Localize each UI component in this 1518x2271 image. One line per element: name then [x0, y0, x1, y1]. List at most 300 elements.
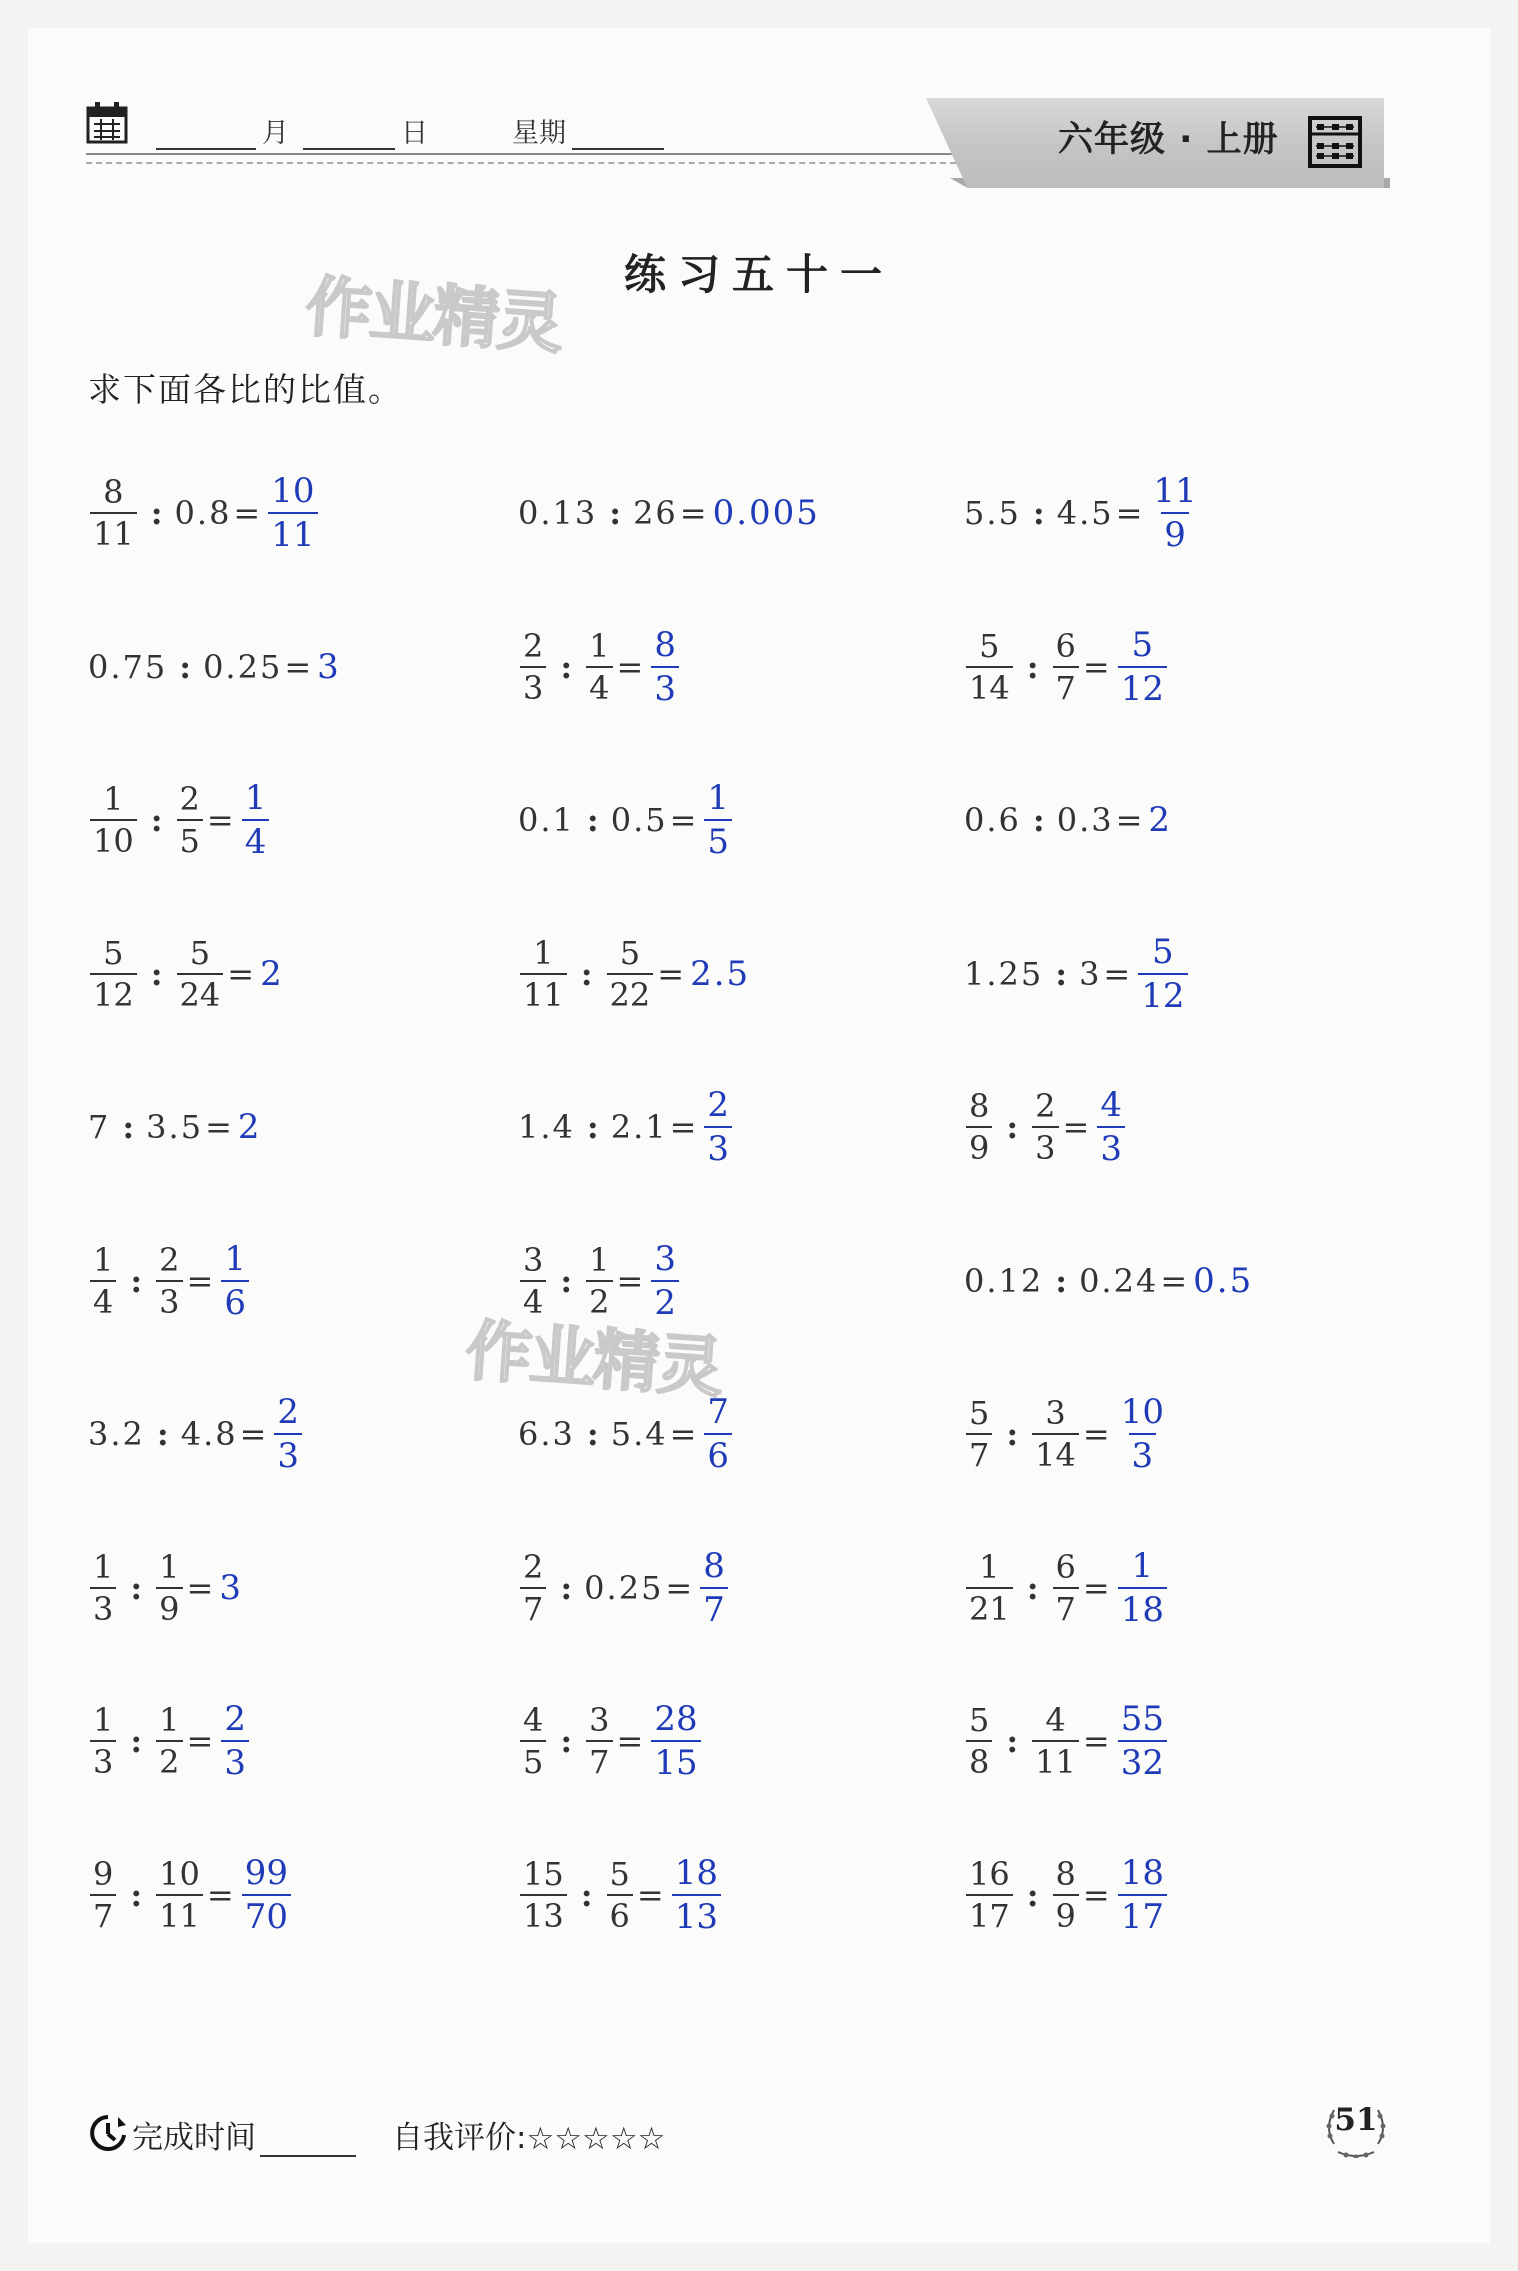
ratio-problem [518, 1231, 681, 1331]
ratio-colon: : [586, 801, 599, 839]
equals-sign: = [1082, 1875, 1110, 1914]
answer-denominator: 9 [1161, 512, 1189, 552]
ratio-colon: : [150, 954, 163, 993]
handwritten-answer [702, 1085, 734, 1169]
ratio-problem [964, 924, 1190, 1024]
ratio-second-term-denominator: 22 [607, 973, 654, 1011]
weekday-label: 星期 [512, 118, 566, 149]
answer-value: 0.005 [712, 493, 820, 533]
ratio-second-term-denominator: 6 [607, 1894, 633, 1932]
equals-sign: = [1082, 1722, 1110, 1760]
ratio-second-term-denominator: 11 [1032, 1740, 1079, 1778]
clock-icon [88, 2113, 128, 2153]
equals-sign: = [1062, 1108, 1090, 1146]
ratio-colon: : [586, 1108, 599, 1146]
ratio-problem [518, 617, 681, 717]
ratio-first-term-numerator: 9 [93, 1854, 114, 1893]
answer-fraction [1097, 1085, 1125, 1169]
equals-sign: = [186, 1568, 214, 1607]
answer-denominator: 2 [651, 1280, 679, 1320]
ratio-colon: : [560, 647, 573, 686]
ratio-problem [964, 463, 1202, 563]
ratio-second-term-value: 0.25 [584, 1568, 664, 1607]
answer-denominator: 4 [242, 819, 270, 859]
ratio-first-term-value: 0.13 [518, 494, 598, 532]
ratio-first-term-numerator: 5 [969, 1701, 990, 1739]
ratio-second-term-value: 26 [633, 494, 678, 532]
answer-fraction [1118, 1392, 1167, 1476]
answer-numerator: 7 [707, 1392, 730, 1432]
ratio-first-term-fraction [90, 1701, 116, 1781]
ratio-second-term-numerator: 2 [179, 780, 200, 818]
handwritten-answer [1116, 624, 1169, 709]
ratio-second-term-fraction [156, 1240, 182, 1321]
ratio-colon: : [1032, 494, 1045, 532]
completion-time-label: 完成时间 [132, 2120, 256, 2156]
ratio-colon: : [130, 1261, 143, 1300]
ratio-first-term-fraction [966, 626, 1013, 707]
ratio-first-term-numerator: 4 [523, 1701, 544, 1739]
ratio-problem [964, 1384, 1169, 1484]
ratio-first-term-denominator: 3 [520, 666, 546, 704]
ratio-problem [518, 1691, 703, 1791]
answer-value: 2.5 [690, 953, 751, 994]
ratio-first-term-numerator: 5 [969, 1394, 990, 1432]
ratio-second-term-fraction [1032, 1087, 1058, 1167]
ratio-colon: : [1026, 647, 1039, 686]
ratio-first-term-numerator: 5 [979, 626, 1000, 665]
ratio-second-term-value: 0.3 [1056, 801, 1114, 839]
ratio-first-term-fraction [520, 1547, 546, 1628]
handwritten-answer [1148, 471, 1201, 555]
answer-denominator: 3 [651, 666, 679, 706]
answer-denominator: 11 [268, 512, 317, 552]
ratio-first-term-fraction [90, 780, 137, 860]
ratio-first-term-denominator: 14 [966, 666, 1013, 704]
answer-denominator: 13 [672, 1894, 721, 1934]
ratio-second-term-value: 3 [1079, 954, 1102, 993]
answer-denominator: 12 [1118, 666, 1167, 706]
equals-sign: = [669, 1108, 697, 1146]
answer-denominator: 3 [1097, 1126, 1125, 1166]
ratio-first-term-denominator: 3 [90, 1740, 116, 1778]
ratio-second-term-denominator: 3 [156, 1280, 182, 1318]
ratio-first-term-denominator: 12 [90, 973, 137, 1011]
ratio-problem [518, 1384, 734, 1484]
answer-value: 0.5 [1193, 1260, 1254, 1301]
watermark-top: 作业精灵 [303, 268, 564, 363]
answer-fraction [1118, 624, 1167, 709]
answer-numerator: 8 [703, 1545, 725, 1586]
ratio-second-term-numerator: 1 [589, 626, 610, 665]
ratio-problem [964, 617, 1169, 717]
ratio-second-term-denominator: 2 [586, 1280, 612, 1318]
day-blank[interactable] [303, 148, 395, 150]
ratio-second-term-fraction [586, 626, 612, 707]
ratio-colon: : [1026, 1875, 1039, 1914]
ratio-problem [518, 924, 750, 1024]
instruction-text: 求下面各比的比值。 [88, 370, 403, 409]
equals-sign: = [1082, 1568, 1110, 1607]
ratio-first-term-denominator: 11 [520, 973, 567, 1011]
answer-denominator: 12 [1138, 973, 1187, 1013]
ratio-first-term-denominator: 7 [520, 1587, 546, 1625]
ratio-second-term-denominator: 9 [1053, 1894, 1079, 1932]
answer-denominator: 70 [242, 1894, 291, 1934]
ratio-first-term-denominator: 8 [966, 1740, 992, 1778]
ratio-colon: : [560, 1568, 573, 1607]
handwritten-answer [219, 1238, 251, 1323]
answer-denominator: 17 [1118, 1894, 1167, 1934]
ratio-second-term-value: 0.24 [1079, 1261, 1159, 1300]
month-label: 月 [262, 118, 289, 149]
ratio-second-term-numerator: 6 [1055, 1547, 1076, 1586]
ratio-colon: : [179, 647, 192, 686]
ratio-problem [88, 617, 341, 717]
answer-numerator: 10 [1120, 1392, 1164, 1432]
equals-sign: = [186, 1722, 214, 1760]
handwritten-answer [702, 1392, 734, 1476]
ratio-problem [88, 1077, 262, 1177]
equals-sign: = [1082, 647, 1110, 686]
handwritten-answer [219, 1699, 251, 1783]
ratio-second-term-value: 2.1 [610, 1108, 668, 1146]
ratio-first-term-denominator: 21 [966, 1587, 1013, 1625]
answer-numerator: 99 [244, 1852, 288, 1893]
ratio-second-term-denominator: 3 [1032, 1126, 1058, 1164]
ratio-second-term-numerator: 2 [1035, 1087, 1056, 1125]
ratio-problem [964, 1845, 1169, 1945]
answer-denominator: 18 [1118, 1587, 1167, 1627]
ratio-first-term-denominator: 17 [966, 1894, 1013, 1932]
ratio-first-term-numerator: 1 [533, 933, 554, 972]
ratio-colon: : [130, 1568, 143, 1607]
ratio-first-term-denominator: 11 [90, 512, 137, 550]
ratio-colon: : [1006, 1108, 1019, 1146]
ratio-second-term-numerator: 3 [589, 1701, 610, 1739]
handwritten-answer [1116, 1545, 1169, 1630]
answer-fraction [1138, 931, 1187, 1016]
ratio-first-term-denominator: 7 [966, 1433, 992, 1471]
ratio-first-term-value: 7 [88, 1108, 111, 1146]
answer-denominator: 15 [651, 1740, 700, 1780]
ratio-first-term-value: 5.5 [964, 494, 1021, 532]
ratio-second-term-fraction [177, 933, 224, 1014]
answer-fraction [704, 1392, 732, 1476]
ratio-second-term-fraction [1032, 1701, 1079, 1781]
ratio-first-term-denominator: 5 [520, 1740, 546, 1778]
ratio-problem [88, 1384, 304, 1484]
ratio-first-term-denominator: 9 [966, 1126, 992, 1164]
answer-numerator: 5 [1152, 931, 1174, 972]
ratio-first-term-fraction [966, 1394, 992, 1474]
ratio-problem [518, 1845, 723, 1945]
ratio-first-term-value: 3.2 [88, 1415, 145, 1453]
ratio-colon: : [150, 801, 163, 839]
answer-numerator: 2 [707, 1085, 730, 1125]
ratio-first-term-fraction [90, 933, 137, 1014]
ratio-first-term-numerator: 15 [523, 1854, 564, 1893]
equals-sign: = [679, 494, 707, 532]
answer-fraction [672, 1852, 721, 1937]
ratio-first-term-fraction [520, 1701, 546, 1781]
answer-fraction [651, 1238, 679, 1323]
ratio-problem [88, 1538, 243, 1638]
ratio-problem [964, 1231, 1253, 1331]
ratio-second-term-fraction [177, 780, 203, 860]
date-fields [150, 110, 670, 150]
ratio-problem [88, 770, 271, 870]
ratio-second-term-numerator: 2 [159, 1240, 180, 1279]
ratio-second-term-numerator: 10 [159, 1854, 200, 1893]
ratio-first-term-fraction [520, 933, 567, 1014]
handwritten-answer [1095, 1085, 1127, 1169]
ratio-colon: : [1006, 1415, 1019, 1453]
handwritten-answer [713, 493, 820, 533]
ratio-colon: : [1006, 1722, 1019, 1760]
ratio-second-term-numerator: 1 [159, 1701, 180, 1739]
ratio-problem [88, 1845, 293, 1945]
handwritten-answer [649, 1238, 681, 1323]
answer-fraction [1118, 1852, 1167, 1937]
rating-stars[interactable]: ☆☆☆☆☆ [526, 2121, 666, 2157]
handwritten-answer [649, 624, 681, 709]
ratio-second-term-value: 4.5 [1056, 494, 1114, 532]
ratio-second-term-numerator: 5 [609, 1854, 630, 1893]
handwritten-answer [1116, 1392, 1169, 1476]
handwritten-answer [1148, 800, 1172, 840]
equals-sign: = [636, 1875, 664, 1914]
answer-denominator: 5 [704, 819, 732, 859]
footer [132, 2112, 665, 2157]
ratio-first-term-numerator: 1 [979, 1547, 1000, 1586]
answer-denominator: 32 [1118, 1740, 1167, 1780]
ratio-second-term-fraction [1053, 1547, 1079, 1628]
answer-numerator: 18 [674, 1852, 718, 1893]
answer-denominator: 3 [221, 1740, 249, 1780]
ratio-second-term-denominator: 4 [586, 666, 612, 704]
ratio-first-term-numerator: 8 [103, 473, 124, 511]
answer-value: 3 [219, 1567, 243, 1608]
ratio-second-term-denominator: 9 [156, 1587, 182, 1625]
abacus-icon [1308, 116, 1362, 168]
ratio-colon: : [1055, 1261, 1068, 1300]
equals-sign: = [657, 954, 685, 993]
answer-denominator: 6 [221, 1280, 249, 1320]
exercise-title: 练习五十一 [623, 250, 894, 299]
month-blank[interactable] [156, 148, 256, 150]
answer-value: 3 [317, 646, 341, 687]
ratio-second-term-denominator: 11 [156, 1894, 203, 1932]
ratio-second-term-value: 3.5 [146, 1108, 204, 1146]
ratio-problem [518, 463, 820, 563]
equals-sign: = [206, 1875, 234, 1914]
equals-sign: = [616, 1261, 644, 1300]
ratio-first-term-denominator: 13 [520, 1894, 567, 1932]
answer-numerator: 18 [1120, 1852, 1164, 1893]
calendar-icon [86, 100, 128, 144]
answer-fraction [242, 778, 270, 862]
equals-sign: = [1082, 1415, 1110, 1453]
ratio-colon: : [586, 1415, 599, 1453]
self-rating-label: 自我评价: [392, 2120, 527, 2156]
ratio-first-term-numerator: 5 [103, 933, 124, 972]
ratio-first-term-denominator: 4 [90, 1280, 116, 1318]
ratio-colon: : [1032, 801, 1045, 839]
ratio-second-term-fraction [607, 1854, 633, 1935]
ratio-second-term-value: 4.8 [180, 1415, 238, 1453]
ratio-second-term-numerator: 6 [1055, 626, 1076, 665]
ratio-second-term-value: 0.5 [610, 801, 668, 839]
ratio-colon: : [1055, 954, 1068, 993]
header-rule [86, 153, 966, 155]
answer-denominator: 3 [274, 1433, 302, 1473]
answer-numerator: 2 [224, 1699, 246, 1739]
answer-fraction [651, 624, 679, 709]
ratio-second-term-fraction [156, 1854, 203, 1935]
ratio-problem [964, 1691, 1169, 1791]
handwritten-answer [219, 1568, 243, 1608]
handwritten-answer [1193, 1261, 1253, 1301]
ratio-second-term-fraction [586, 1701, 612, 1781]
equals-sign: = [669, 801, 697, 839]
answer-numerator: 10 [271, 471, 315, 511]
ratio-first-term-numerator: 1 [103, 780, 124, 818]
ratio-first-term-fraction [520, 626, 546, 707]
answer-fraction [651, 1699, 700, 1783]
ratio-problem [88, 463, 320, 563]
ratio-second-term-fraction [156, 1701, 182, 1781]
ratio-second-term-fraction [607, 933, 654, 1014]
ratio-problem [964, 770, 1172, 870]
ratio-problem [518, 1077, 734, 1177]
ratio-first-term-fraction [966, 1547, 1013, 1628]
answer-numerator: 1 [244, 778, 267, 818]
equals-sign: = [1160, 1261, 1188, 1300]
handwritten-answer [317, 647, 341, 687]
ratio-first-term-denominator: 3 [90, 1587, 116, 1625]
answer-fraction [268, 471, 317, 555]
equals-sign: = [669, 1415, 697, 1453]
ratio-first-term-denominator: 10 [90, 819, 137, 857]
equals-sign: = [239, 1415, 267, 1453]
ratio-second-term-numerator: 1 [159, 1547, 180, 1586]
ratio-problem [964, 1538, 1169, 1638]
completion-time-blank[interactable] [260, 2155, 356, 2157]
ratio-first-term-numerator: 8 [969, 1087, 990, 1125]
ratio-second-term-fraction [586, 1240, 612, 1321]
ratio-first-term-value: 1.4 [518, 1108, 575, 1146]
ratio-second-term-fraction [1053, 1854, 1079, 1935]
answer-fraction [274, 1392, 302, 1476]
ratio-first-term-value: 1.25 [964, 954, 1044, 993]
ratio-problem [964, 1077, 1127, 1177]
answer-numerator: 8 [654, 624, 676, 665]
ratio-first-term-denominator: 7 [90, 1894, 116, 1932]
answer-numerator: 55 [1120, 1699, 1164, 1739]
ratio-second-term-value: 0.8 [174, 494, 232, 532]
ratio-colon: : [122, 1108, 135, 1146]
ratio-second-term-denominator: 7 [1053, 666, 1079, 704]
ratio-second-term-denominator: 7 [1053, 1587, 1079, 1625]
watermark-middle: 作业精灵 [463, 1312, 724, 1407]
ratio-first-term-fraction [520, 1240, 546, 1321]
ratio-problem [88, 1231, 251, 1331]
answer-value: 2 [237, 1107, 262, 1147]
ratio-problem [518, 1538, 730, 1638]
handwritten-answer [702, 778, 734, 862]
answer-numerator: 1 [224, 1238, 246, 1279]
answer-value: 2 [260, 953, 284, 994]
equals-sign: = [616, 1722, 644, 1760]
equals-sign: = [665, 1568, 693, 1607]
ratio-first-term-numerator: 2 [523, 1547, 544, 1586]
handwritten-answer [670, 1852, 723, 1937]
answer-denominator: 3 [1129, 1433, 1157, 1473]
equals-sign: = [206, 801, 234, 839]
ratio-problem [88, 924, 284, 1024]
equals-sign: = [205, 1108, 232, 1146]
handwritten-answer [240, 778, 272, 862]
ratio-first-term-fraction [90, 1854, 116, 1935]
ratio-colon: : [130, 1722, 143, 1760]
equals-sign: = [186, 1261, 214, 1300]
answer-numerator: 1 [707, 778, 730, 818]
answer-numerator: 5 [1131, 624, 1154, 665]
answer-denominator: 6 [704, 1433, 732, 1473]
ratio-second-term-numerator: 1 [589, 1240, 610, 1279]
handwritten-answer [1136, 931, 1189, 1016]
weekday-blank[interactable] [572, 148, 664, 150]
ratio-first-term-denominator: 4 [520, 1280, 546, 1318]
handwritten-answer [260, 954, 284, 994]
ratio-first-term-fraction [520, 1854, 567, 1935]
equals-sign: = [1103, 954, 1131, 993]
answer-fraction [221, 1699, 249, 1783]
ratio-first-term-fraction [966, 1854, 1013, 1935]
ratio-second-term-fraction [1032, 1394, 1079, 1474]
equals-sign: = [227, 954, 255, 993]
ratio-second-term-numerator: 5 [619, 933, 641, 972]
ratio-first-term-value: 0.1 [518, 801, 575, 839]
equals-sign: = [284, 647, 312, 686]
handwritten-answer [649, 1699, 702, 1783]
answer-denominator: 3 [704, 1126, 732, 1166]
ratio-first-term-fraction [90, 1240, 116, 1321]
ratio-second-term-numerator: 8 [1055, 1854, 1076, 1893]
ratio-second-term-fraction [156, 1547, 182, 1628]
day-label: 日 [401, 118, 428, 149]
answer-numerator: 11 [1153, 471, 1197, 511]
handwritten-answer [272, 1392, 304, 1476]
equals-sign: = [1115, 494, 1143, 532]
equals-sign: = [233, 494, 261, 532]
ratio-first-term-numerator: 3 [523, 1240, 544, 1279]
page-number: 51 [1334, 2102, 1378, 2138]
answer-fraction [700, 1545, 728, 1630]
ratio-first-term-fraction [90, 1547, 116, 1628]
ratio-second-term-numerator: 5 [189, 933, 211, 972]
header-dashed-rule [86, 162, 966, 164]
ratio-second-term-numerator: 3 [1045, 1394, 1066, 1432]
ratio-second-term-denominator: 24 [177, 973, 224, 1011]
handwritten-answer [240, 1852, 293, 1937]
ratio-second-term-value: 0.25 [203, 647, 283, 686]
answer-fraction [1118, 1545, 1167, 1630]
ratio-first-term-value: 0.6 [964, 801, 1021, 839]
ratio-colon: : [560, 1722, 573, 1760]
ratio-colon: : [1026, 1568, 1039, 1607]
